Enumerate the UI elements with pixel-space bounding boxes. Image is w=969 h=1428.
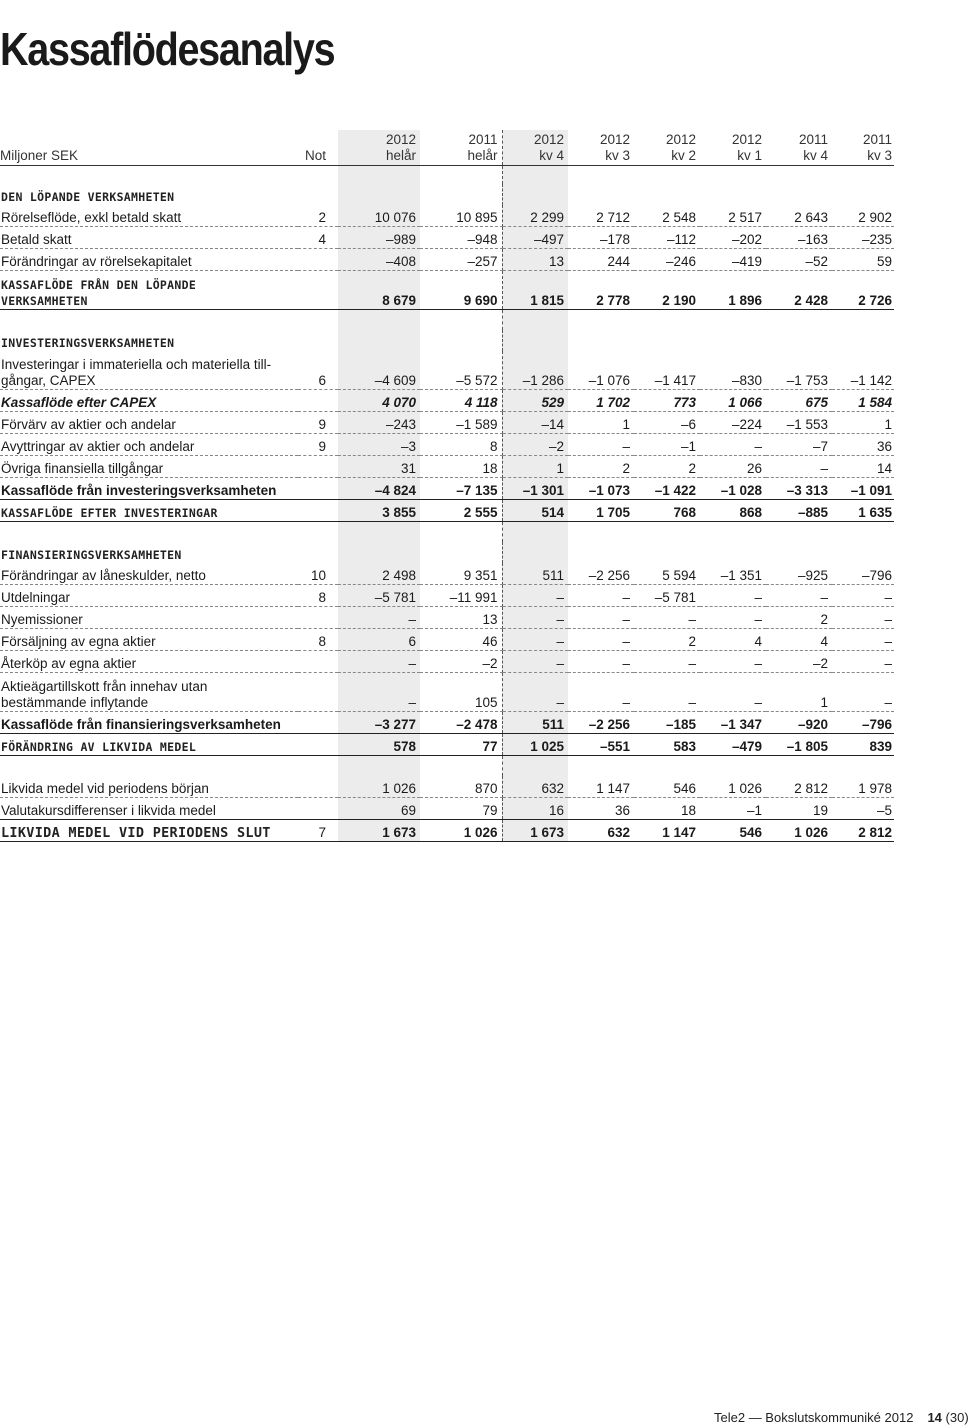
table-row [0,798,894,820]
value-cell: –551 [568,734,634,756]
value-cell: –1 347 [700,712,766,734]
note-ref [298,478,338,500]
value-cell: 2 [766,607,832,629]
spacer-row [0,522,894,543]
value-cell [766,184,832,205]
column-header: 2012 kv 4 [502,130,568,166]
table-row [0,478,894,500]
value-cell [420,184,502,205]
value-cell: –5 572 [420,351,502,390]
value-cell [568,184,634,205]
footer-text: Tele2 — Bokslutskommuniké 2012 [714,1410,914,1425]
value-cell: 46 [420,629,502,651]
value-cell: –235 [832,227,894,249]
value-cell: 244 [568,249,634,271]
section-title: INVESTERINGSVERKSAMHETEN [1,336,175,350]
value-cell [502,330,568,351]
value-cell: 514 [502,500,568,522]
value-cell: 773 [634,390,700,412]
value-cell: –1 028 [700,478,766,500]
value-cell: – [568,651,634,673]
row-label: KASSAFLÖDE EFTER INVESTERINGAR [0,500,298,522]
value-cell: 1 815 [502,271,568,310]
value-cell: –925 [766,563,832,585]
value-cell: –948 [420,227,502,249]
value-cell: 18 [420,456,502,478]
note-ref [298,184,338,205]
value-cell: – [338,607,420,629]
value-cell: 19 [766,798,832,820]
value-cell: – [568,434,634,456]
value-cell: 2 548 [634,205,700,227]
value-cell: –1 422 [634,478,700,500]
value-cell: 2 299 [502,205,568,227]
table-row [0,820,894,842]
value-cell: 69 [338,798,420,820]
page-number: 14 [927,1410,942,1425]
column-header: 2011 kv 4 [798,132,828,163]
value-cell: –1 805 [766,734,832,756]
column-header: 2011 kv 3 [862,132,892,163]
value-cell [568,542,634,563]
value-cell: 1 [832,412,894,434]
table-row [0,712,894,734]
value-cell: –1 553 [766,412,832,434]
value-cell [832,184,894,205]
unit-label: Miljoner SEK [0,148,79,163]
value-cell: –7 [766,434,832,456]
row-label: Försäljning av egna aktier [0,629,298,651]
value-cell [420,330,502,351]
value-cell: –2 [766,651,832,673]
note-ref [298,776,338,798]
value-cell: 511 [502,712,568,734]
value-cell: –1 [634,434,700,456]
value-cell: 2 555 [420,500,502,522]
value-cell: –2 [420,651,502,673]
section-header-row [0,542,894,563]
section-header-row [0,184,894,205]
value-cell: 675 [766,390,832,412]
row-label: FÖRÄNDRING AV LIKVIDA MEDEL [0,734,298,756]
value-cell [634,184,700,205]
value-cell: 2 [634,456,700,478]
value-cell: 4 070 [338,390,420,412]
value-cell: 529 [502,390,568,412]
cash-flow-table-wrap [0,130,892,842]
note-ref: 9 [298,412,338,434]
note-ref [298,712,338,734]
row-label: Kassaflöde från investeringsverksamheten [0,478,298,500]
spacer-row [0,310,894,331]
value-cell: 2 712 [568,205,634,227]
value-cell: –1 417 [634,351,700,390]
value-cell: –1 589 [420,412,502,434]
value-cell: – [700,585,766,607]
value-cell: 1 025 [502,734,568,756]
value-cell: 546 [700,820,766,842]
value-cell: 583 [634,734,700,756]
value-cell: 2 812 [832,820,894,842]
note-ref: 4 [298,227,338,249]
value-cell: – [502,607,568,629]
value-cell: – [568,673,634,712]
value-cell: 1 635 [832,500,894,522]
row-label: Valutakursdifferenser i likvida medel [0,798,298,820]
value-cell: –830 [700,351,766,390]
value-cell: –202 [700,227,766,249]
page-footer [714,1410,969,1425]
value-cell [568,330,634,351]
value-cell: 1 026 [766,820,832,842]
value-cell [766,542,832,563]
value-cell [634,330,700,351]
value-cell: – [766,585,832,607]
value-cell: 1 [568,412,634,434]
value-cell: –920 [766,712,832,734]
value-cell: – [568,585,634,607]
value-cell: 868 [700,500,766,522]
value-cell [338,330,420,351]
value-cell: –497 [502,227,568,249]
value-cell: 1 147 [568,776,634,798]
value-cell: 1 702 [568,390,634,412]
row-label: Förändringar av låneskulder, netto [0,563,298,585]
value-cell: –4 824 [338,478,420,500]
note-ref [298,607,338,629]
row-label: Rörelseflöde, exkl betald skatt [0,205,298,227]
section-title: FINANSIERINGSVERKSAMHETEN [1,548,182,562]
table-row [0,390,894,412]
value-cell: –796 [832,712,894,734]
row-label: Kassaflöde från finansieringsverksamheten [0,712,298,734]
value-cell: 2 498 [338,563,420,585]
table-row [0,227,894,249]
table-header-row [0,130,894,166]
value-cell: 870 [420,776,502,798]
value-cell: 768 [634,500,700,522]
value-cell [338,184,420,205]
value-cell: 8 679 [338,271,420,310]
value-cell: – [568,629,634,651]
table-row [0,607,894,629]
cash-flow-table [0,130,894,842]
row-label: Nyemissioner [0,607,298,629]
row-label: LIKVIDA MEDEL VID PERIODENS SLUT [0,820,298,842]
value-cell: – [502,651,568,673]
value-cell: – [832,607,894,629]
value-cell: –1 076 [568,351,634,390]
column-header: 2012 kv 2 [665,132,696,163]
row-label: Investeringar i immateriella och materiella till- gångar, CAPEX [0,351,298,390]
value-cell: 5 594 [634,563,700,585]
column-header: 2012 helår [338,130,420,166]
value-cell: 4 [766,629,832,651]
value-cell: 511 [502,563,568,585]
table-row [0,585,894,607]
value-cell: 16 [502,798,568,820]
value-cell: 14 [832,456,894,478]
note-ref [298,271,338,310]
value-cell: – [634,607,700,629]
value-cell: –1 073 [568,478,634,500]
note-ref [298,456,338,478]
value-cell [634,542,700,563]
value-cell: –1 753 [766,351,832,390]
value-cell: 1 066 [700,390,766,412]
note-ref [298,651,338,673]
note-ref: 8 [298,585,338,607]
value-cell: 59 [832,249,894,271]
value-cell: –408 [338,249,420,271]
value-cell: –52 [766,249,832,271]
value-cell: 9 690 [420,271,502,310]
value-cell: 2 726 [832,271,894,310]
value-cell: 18 [634,798,700,820]
value-cell: 632 [568,820,634,842]
table-row [0,673,894,712]
note-ref [298,249,338,271]
value-cell: 546 [634,776,700,798]
value-cell: –1 351 [700,563,766,585]
value-cell: 839 [832,734,894,756]
value-cell: –3 277 [338,712,420,734]
value-cell: –246 [634,249,700,271]
value-cell: – [832,673,894,712]
value-cell [766,330,832,351]
value-cell: 10 895 [420,205,502,227]
value-cell: –1 091 [832,478,894,500]
value-cell: 3 855 [338,500,420,522]
table-row [0,456,894,478]
value-cell [502,542,568,563]
value-cell [700,184,766,205]
value-cell: 2 190 [634,271,700,310]
value-cell: –989 [338,227,420,249]
value-cell: – [766,456,832,478]
note-ref [298,734,338,756]
spacer-row [0,166,894,185]
value-cell: –11 991 [420,585,502,607]
value-cell: 13 [502,249,568,271]
note-ref: 9 [298,434,338,456]
value-cell: –4 609 [338,351,420,390]
value-cell: 4 [700,629,766,651]
value-cell: –5 781 [338,585,420,607]
value-cell: 77 [420,734,502,756]
value-cell: 2 902 [832,205,894,227]
value-cell: –1 301 [502,478,568,500]
note-ref [298,542,338,563]
value-cell: – [700,607,766,629]
table-row [0,271,894,310]
value-cell: –479 [700,734,766,756]
value-cell: – [634,673,700,712]
row-label: Aktieägartillskott från innehav utan bestämmande inflytande [0,673,298,712]
value-cell: –2 256 [568,712,634,734]
value-cell: – [634,651,700,673]
value-cell: 1 [766,673,832,712]
table-row [0,500,894,522]
value-cell: – [700,673,766,712]
value-cell: 2 517 [700,205,766,227]
value-cell: 13 [420,607,502,629]
page-title: Kassaflödesanalys [0,23,335,75]
value-cell: – [700,651,766,673]
column-header: 2011 helår [420,130,502,166]
value-cell: 2 643 [766,205,832,227]
value-cell: –419 [700,249,766,271]
table-row [0,776,894,798]
value-cell: –178 [568,227,634,249]
value-cell: –2 256 [568,563,634,585]
note-ref: 10 [298,563,338,585]
value-cell: –5 [832,798,894,820]
row-label: KASSAFLÖDE FRÅN DEN LÖPANDE VERKSAMHETEN [0,271,298,310]
value-cell [700,542,766,563]
value-cell: –3 313 [766,478,832,500]
value-cell: –7 135 [420,478,502,500]
value-cell: –885 [766,500,832,522]
note-ref: 7 [298,820,338,842]
value-cell: –1 142 [832,351,894,390]
value-cell: – [832,629,894,651]
row-label: Avyttringar av aktier och andelar [0,434,298,456]
table-body [0,166,894,842]
value-cell: 578 [338,734,420,756]
value-cell: – [502,629,568,651]
note-ref: 6 [298,351,338,390]
value-cell: 10 076 [338,205,420,227]
value-cell: 36 [568,798,634,820]
value-cell: –1 [700,798,766,820]
value-cell: – [338,651,420,673]
value-cell: 2 [634,629,700,651]
value-cell: – [700,434,766,456]
value-cell [338,542,420,563]
table-row [0,734,894,756]
table-row [0,651,894,673]
value-cell: –224 [700,412,766,434]
spacer-row [0,756,894,777]
value-cell: –185 [634,712,700,734]
value-cell: 26 [700,456,766,478]
value-cell: 2 428 [766,271,832,310]
table-row [0,205,894,227]
value-cell: 4 118 [420,390,502,412]
value-cell: 105 [420,673,502,712]
row-label: Förändringar av rörelsekapitalet [0,249,298,271]
value-cell: –163 [766,227,832,249]
value-cell: –1 286 [502,351,568,390]
column-header: 2012 kv 1 [731,132,762,163]
value-cell: –257 [420,249,502,271]
value-cell: 1 147 [634,820,700,842]
note-ref [298,390,338,412]
row-label: Förvärv av aktier och andelar [0,412,298,434]
not-header: Not [304,148,326,163]
row-label: Kassaflöde efter CAPEX [0,390,298,412]
value-cell: 1 584 [832,390,894,412]
table-row [0,249,894,271]
row-label: Utdelningar [0,585,298,607]
value-cell: –796 [832,563,894,585]
row-label: Likvida medel vid periodens början [0,776,298,798]
value-cell: 1 673 [502,820,568,842]
note-ref [298,673,338,712]
table-row [0,434,894,456]
value-cell: – [832,651,894,673]
value-cell: 8 [420,434,502,456]
value-cell: –14 [502,412,568,434]
value-cell: –2 478 [420,712,502,734]
section-header-row [0,330,894,351]
value-cell [502,184,568,205]
value-cell: 6 [338,629,420,651]
value-cell: –243 [338,412,420,434]
note-ref: 8 [298,629,338,651]
table-row [0,563,894,585]
note-ref: 2 [298,205,338,227]
note-ref [298,500,338,522]
value-cell: – [338,673,420,712]
value-cell: 1 978 [832,776,894,798]
value-cell: 1 [502,456,568,478]
value-cell: 9 351 [420,563,502,585]
note-ref [298,330,338,351]
value-cell: –112 [634,227,700,249]
value-cell [832,542,894,563]
value-cell: –3 [338,434,420,456]
value-cell: – [502,585,568,607]
value-cell: 2 778 [568,271,634,310]
value-cell [832,330,894,351]
value-cell: 79 [420,798,502,820]
value-cell: 1 026 [700,776,766,798]
row-label: Återköp av egna aktier [0,651,298,673]
row-label: Betald skatt [0,227,298,249]
value-cell: –6 [634,412,700,434]
value-cell: 632 [502,776,568,798]
column-header: 2012 kv 3 [599,132,630,163]
table-row [0,351,894,390]
value-cell: – [568,607,634,629]
value-cell [420,542,502,563]
value-cell: –5 781 [634,585,700,607]
value-cell: 36 [832,434,894,456]
value-cell: 1 705 [568,500,634,522]
table-row [0,412,894,434]
value-cell: – [502,673,568,712]
section-title: DEN LÖPANDE VERKSAMHETEN [1,190,175,204]
page-total: (30) [945,1410,969,1425]
row-label: Övriga finansiella tillgångar [0,456,298,478]
note-ref [298,798,338,820]
value-cell: 2 812 [766,776,832,798]
value-cell: 1 026 [338,776,420,798]
value-cell: 2 [568,456,634,478]
value-cell: 1 896 [700,271,766,310]
value-cell: – [832,585,894,607]
value-cell: 1 673 [338,820,420,842]
value-cell [700,330,766,351]
value-cell: 31 [338,456,420,478]
table-row [0,629,894,651]
value-cell: 1 026 [420,820,502,842]
value-cell: –2 [502,434,568,456]
